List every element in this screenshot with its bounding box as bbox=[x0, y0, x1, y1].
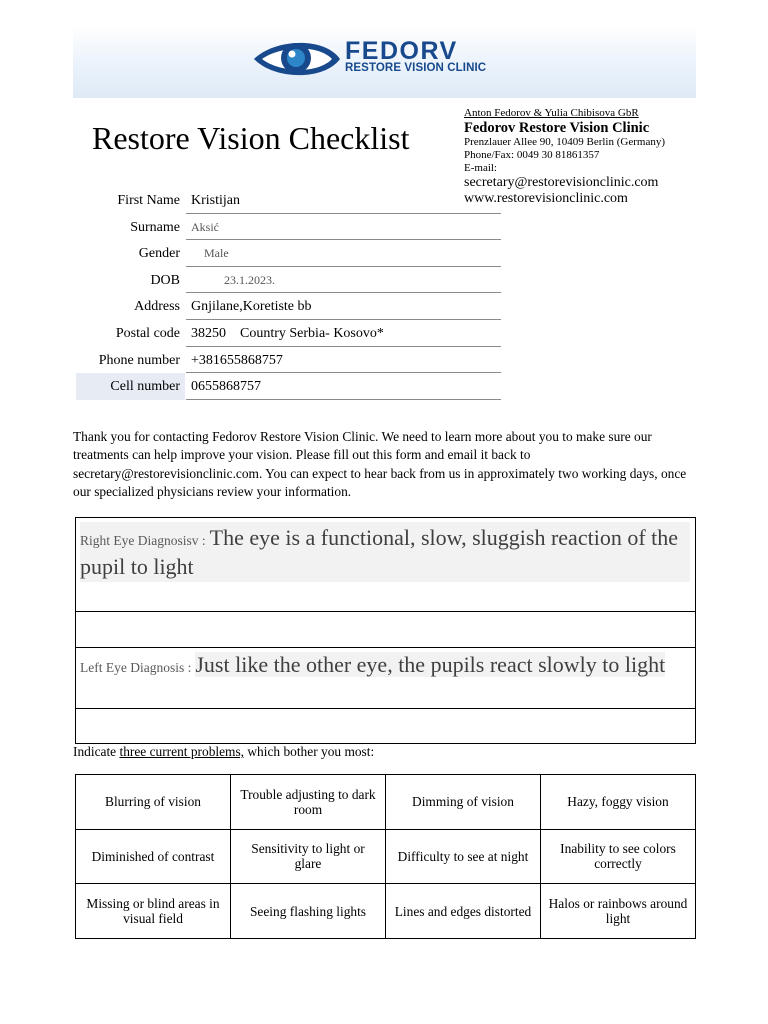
form-label: Address bbox=[134, 299, 180, 315]
personal-info-form bbox=[76, 187, 501, 400]
instruction-underlined: three current problems, bbox=[119, 744, 245, 759]
surname-field[interactable]: Aksić bbox=[186, 214, 501, 241]
form-label: Gender bbox=[138, 246, 180, 262]
form-label: Cell number bbox=[76, 373, 185, 400]
address-field[interactable]: Gnjilane,Koretiste bb bbox=[186, 293, 501, 320]
problem-cell[interactable]: Difficulty to see at night bbox=[386, 829, 541, 884]
form-row-gender bbox=[76, 240, 501, 267]
company-owners: Anton Fedorov & Yulia Chibisova GbR bbox=[464, 107, 639, 119]
cell-number-field[interactable]: 0655868757 bbox=[186, 373, 501, 400]
table-row bbox=[76, 829, 696, 884]
problem-cell[interactable]: Dimming of vision bbox=[386, 775, 541, 830]
form-row-phone-number bbox=[76, 347, 501, 374]
form-row-cell-number bbox=[76, 373, 501, 400]
table-row bbox=[76, 775, 696, 830]
divider bbox=[76, 611, 695, 612]
form-row-surname bbox=[76, 214, 501, 241]
form-row-postal-code bbox=[76, 320, 501, 347]
problem-cell[interactable]: Halos or rainbows around light bbox=[541, 884, 696, 939]
page-title: Restore Vision Checklist bbox=[92, 120, 410, 156]
diagnosis-box bbox=[75, 517, 696, 744]
logo-subtitle: RESTORE VISION CLINIC bbox=[345, 62, 487, 74]
form-label: First Name bbox=[117, 193, 180, 208]
company-name: Fedorov Restore Vision Clinic bbox=[464, 120, 650, 136]
problem-cell[interactable]: Trouble adjusting to dark room bbox=[231, 775, 386, 830]
right-eye-diagnosis-label: Right Eye Diagnosisv : bbox=[80, 533, 206, 548]
right-eye-diagnosis-text: The eye is a functional, slow, sluggish reaction of the pupil to light bbox=[80, 525, 679, 579]
problem-cell[interactable]: Sensitivity to light or glare bbox=[231, 829, 386, 884]
problem-cell[interactable]: Seeing flashing lights bbox=[231, 884, 386, 939]
problem-cell[interactable]: Blurring of vision bbox=[76, 775, 231, 830]
company-phone-fax: Phone/Fax: 0049 30 81861357 bbox=[464, 149, 600, 161]
instruction-prefix: Indicate bbox=[73, 744, 120, 759]
company-email[interactable]: secretary@restorevisionclinic.com bbox=[464, 175, 659, 190]
intro-paragraph: Thank you for contacting Fedorov Restore Vision Clinic. We need to learn more about you to make sure our treatments can help improve your vision. Please fill out this form and email it back to secretary@restorevisionclinic.com. You can expect to hear back from us in approximately two working days, once our specialized physicians review your information. bbox=[73, 429, 687, 500]
problem-cell[interactable]: Lines and edges distorted bbox=[386, 884, 541, 939]
form-row-dob bbox=[76, 267, 501, 294]
company-address: Prenzlauer Allee 90, 10409 Berlin (Germany) bbox=[464, 136, 665, 148]
instruction-suffix: which bother you most: bbox=[244, 744, 375, 759]
form-label: Phone number bbox=[98, 352, 180, 368]
problem-cell[interactable]: Hazy, foggy vision bbox=[541, 775, 696, 830]
problems-table bbox=[75, 774, 696, 939]
problem-cell[interactable]: Missing or blind areas in visual field bbox=[76, 884, 231, 939]
left-eye-diagnosis[interactable] bbox=[80, 652, 690, 677]
phone-number-field[interactable]: +381655868757 bbox=[186, 347, 501, 374]
form-label: DOB bbox=[150, 272, 180, 288]
problems-instruction bbox=[73, 743, 374, 761]
left-eye-diagnosis-text: Just like the other eye, the pupils react slowly to light bbox=[195, 652, 666, 677]
form-label: Surname bbox=[130, 219, 180, 235]
dob-field[interactable]: 23.1.2023. bbox=[186, 267, 501, 294]
logo-wordmark: FEDORV bbox=[345, 37, 458, 65]
form-row-address bbox=[76, 293, 501, 320]
divider bbox=[76, 708, 695, 709]
company-website[interactable]: www.restorevisionclinic.com bbox=[464, 191, 628, 206]
right-eye-diagnosis[interactable] bbox=[80, 522, 690, 582]
first-name-field[interactable]: Kristijan bbox=[186, 187, 501, 214]
gender-field[interactable]: Male bbox=[186, 240, 501, 267]
divider bbox=[76, 647, 695, 648]
problem-cell[interactable]: Diminished of contrast bbox=[76, 829, 231, 884]
company-email-label: E-mail: bbox=[464, 162, 497, 174]
form-label: Postal code bbox=[115, 325, 180, 341]
table-row bbox=[76, 884, 696, 939]
form-row-first-name bbox=[76, 187, 501, 214]
left-eye-diagnosis-label: Left Eye Diagnosis : bbox=[80, 660, 192, 675]
postal-code-field[interactable]: 38250 Country Serbia- Kosovo* bbox=[186, 320, 501, 347]
problem-cell[interactable]: Inability to see colors correctly bbox=[541, 829, 696, 884]
